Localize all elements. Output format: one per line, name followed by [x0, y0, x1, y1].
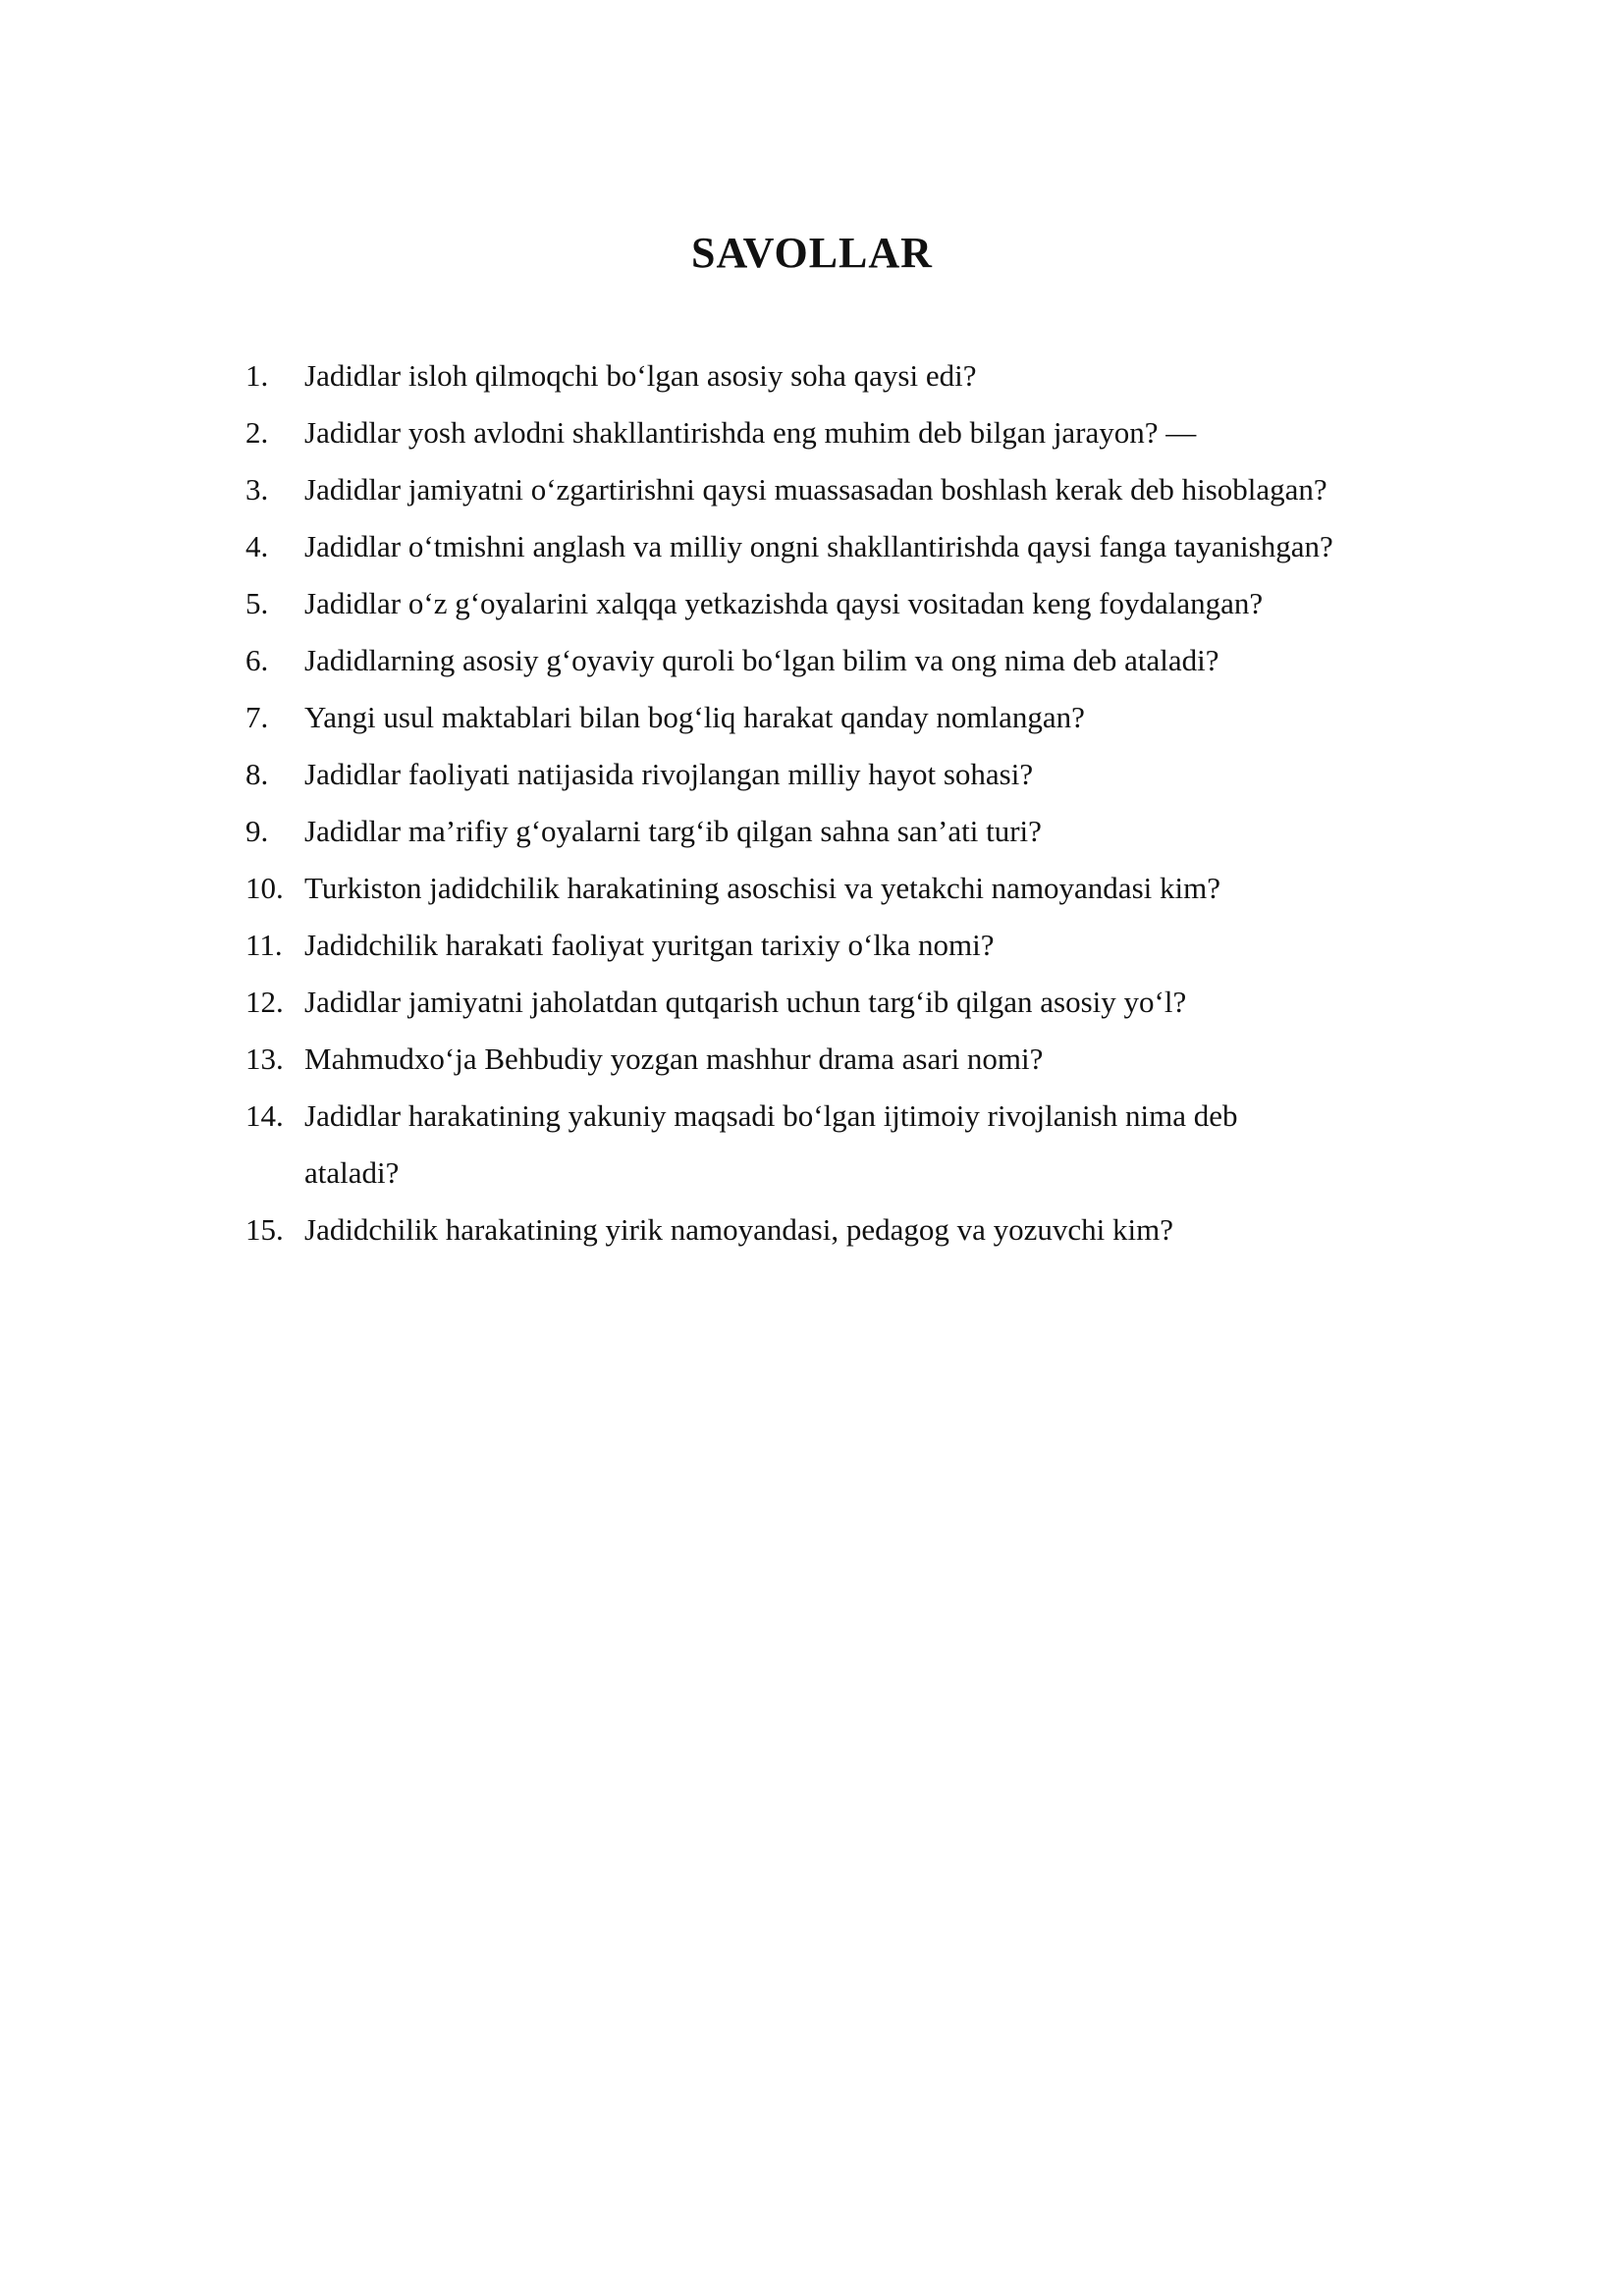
- question-number: 6.: [245, 643, 269, 677]
- question-number: 2.: [245, 415, 269, 450]
- question-text: Jadidlarning asosiy g‘oyaviy quroli bo‘lgan bilim va ong nima deb ataladi?: [304, 643, 1219, 677]
- question-number: 10.: [245, 871, 284, 905]
- question-item: [245, 632, 1375, 689]
- question-item: [245, 575, 1375, 632]
- question-text: Jadidlar isloh qilmoqchi bo‘lgan asosiy soha qaysi edi?: [304, 358, 977, 393]
- question-number: 4.: [245, 529, 269, 563]
- question-item: [245, 1088, 1375, 1201]
- question-number: 5.: [245, 586, 269, 620]
- question-item: [245, 860, 1375, 917]
- question-item: [245, 1201, 1375, 1258]
- question-number: 9.: [245, 814, 269, 848]
- question-item: [245, 347, 1375, 404]
- question-number: 14.: [245, 1098, 284, 1133]
- question-number: 12.: [245, 985, 284, 1019]
- question-number: 8.: [245, 757, 269, 791]
- question-number: 11.: [245, 928, 283, 962]
- question-text: Jadidlar jamiyatni o‘zgartirishni qaysi muassasadan boshlash kerak deb hisoblagan?: [304, 472, 1327, 507]
- question-text: Jadidlar faoliyati natijasida rivojlangan milliy hayot sohasi?: [304, 757, 1034, 791]
- question-item: [245, 404, 1375, 461]
- question-number: 13.: [245, 1041, 284, 1076]
- question-number: 1.: [245, 358, 269, 393]
- page-title: SAVOLLAR: [691, 229, 933, 277]
- question-number: 7.: [245, 700, 269, 734]
- question-text: Mahmudxo‘ja Behbudiy yozgan mashhur drama asari nomi?: [304, 1041, 1044, 1076]
- question-text: Yangi usul maktablari bilan bog‘liq harakat qanday nomlangan?: [304, 700, 1085, 734]
- question-text: Jadidlar harakatining yakuniy maqsadi bo‘lgan ijtimoiy rivojlanish nima deb ataladi?: [304, 1098, 1238, 1190]
- question-text: Jadidlar jamiyatni jaholatdan qutqarish uchun targ‘ib qilgan asosiy yo‘l?: [304, 985, 1187, 1019]
- questions-list: [245, 347, 1375, 1258]
- question-number: 15.: [245, 1212, 284, 1247]
- question-text: Jadidchilik harakatining yirik namoyandasi, pedagog va yozuvchi kim?: [304, 1212, 1173, 1247]
- question-text: Jadidchilik harakati faoliyat yuritgan tarixiy o‘lka nomi?: [304, 928, 995, 962]
- question-text: Turkiston jadidchilik harakatining asoschisi va yetakchi namoyandasi kim?: [304, 871, 1220, 905]
- question-item: [245, 974, 1375, 1031]
- question-item: [245, 746, 1375, 803]
- question-item: [245, 917, 1375, 974]
- question-text: Jadidlar ma’rifiy g‘oyalarni targ‘ib qilgan sahna san’ati turi?: [304, 814, 1042, 848]
- question-item: [245, 461, 1375, 518]
- question-text: Jadidlar o‘z g‘oyalarini xalqqa yetkazishda qaysi vositadan keng foydalangan?: [304, 586, 1264, 620]
- question-text: Jadidlar o‘tmishni anglash va milliy ongni shakllantirishda qaysi fanga tayanishgan?: [304, 529, 1333, 563]
- question-item: [245, 1031, 1375, 1088]
- question-number: 3.: [245, 472, 269, 507]
- question-item: [245, 803, 1375, 860]
- question-item: [245, 518, 1375, 575]
- question-text: Jadidlar yosh avlodni shakllantirishda eng muhim deb bilgan jarayon? —: [304, 415, 1197, 450]
- question-item: [245, 689, 1375, 746]
